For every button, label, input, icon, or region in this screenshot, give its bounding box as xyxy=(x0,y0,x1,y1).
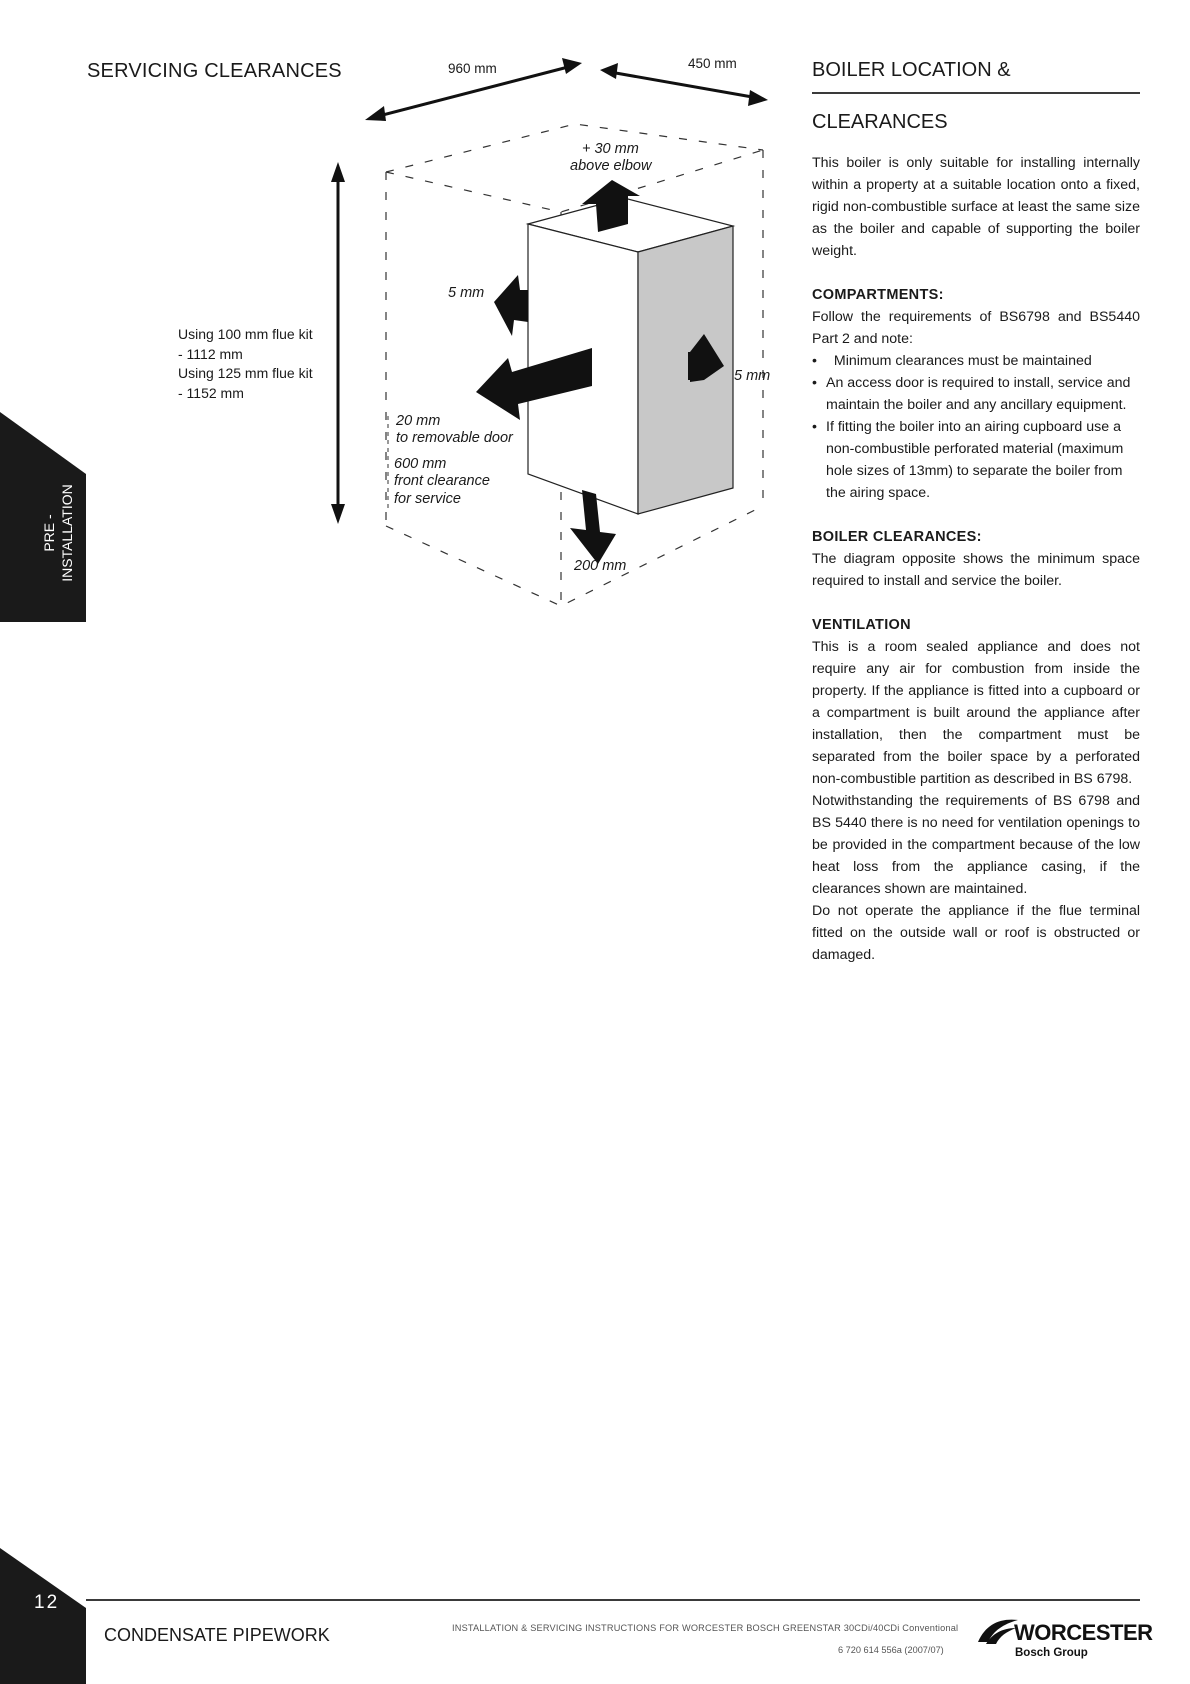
height-dimension-arrow xyxy=(331,162,345,524)
boiler-location-section xyxy=(812,58,1140,966)
width-label: 960 mm xyxy=(448,61,497,76)
flue-note-line: - 1112 mm xyxy=(178,345,243,362)
left-clearance-arrow xyxy=(494,275,528,336)
page-number-tab xyxy=(0,1548,86,1684)
side-tab-label xyxy=(28,480,88,585)
side-tab-line2: INSTALLATION xyxy=(59,483,75,582)
above-clearance-note: above elbow xyxy=(570,158,652,174)
ventilation-paragraph: Notwithstanding the requirements of BS 6798 and BS 5440 there is no need for ventilation openings to be provided in the compartment because of the low heat loss from the appliance casing, if the clearances shown are maintained. xyxy=(812,793,1140,897)
footer-document-code: 6 720 614 556a (2007/07) xyxy=(838,1645,944,1655)
right-clearance-label: 5 mm xyxy=(734,368,771,384)
door-clearance-note: to removable door xyxy=(396,430,513,446)
section-rule xyxy=(812,92,1140,94)
compartments-heading: COMPARTMENTS: xyxy=(812,287,944,303)
below-clearance-label: 200 mm xyxy=(574,558,627,574)
list-item: • An access door is required to install, service and maintain the boiler and any ancillary equipment. xyxy=(812,375,1131,413)
compartments-paragraph: Follow the requirements of BS6798 and BS5440 Part 2 and note: xyxy=(812,309,1140,347)
clearance-diagram xyxy=(0,0,800,620)
door-clearance-value: 20 mm xyxy=(396,413,441,429)
flue-note-line: Using 100 mm flue kit xyxy=(178,326,313,342)
ventilation-heading: VENTILATION xyxy=(812,617,911,633)
intro-paragraph: This boiler is only suitable for installing internally within a property at a suitable location onto a fixed, rigid non-combustible surface at least the same size as the boiler and capable of supporting the boiler weight. xyxy=(812,155,1140,259)
ventilation-paragraph: This is a room sealed appliance and does not require any air for combustion from inside the property. If the appliance is fitted into a cupboard or a compartment is built around the appliance after installation, then the compartment must be separated from the boiler space by a perforated non-combustible partition as described in BS 6798. xyxy=(812,639,1140,787)
above-clearance-value: + 30 mm xyxy=(582,141,639,157)
clearances-heading: BOILER CLEARANCES: xyxy=(812,529,982,545)
clearances-paragraph: The diagram opposite shows the minimum space required to install and service the boiler. xyxy=(812,551,1140,589)
diagram-title: SERVICING CLEARANCES xyxy=(87,60,342,82)
service-clearance-note2: for service xyxy=(394,491,461,507)
page-number: 12 xyxy=(34,1592,60,1613)
flue-note-line: - 1152 mm xyxy=(178,384,244,401)
side-tab-line1: PRE - xyxy=(41,513,57,552)
ventilation-paragraph: Do not operate the appliance if the flue terminal fitted on the outside wall or roof is obstructed or damaged. xyxy=(812,903,1140,963)
flue-note-line: Using 125 mm flue kit xyxy=(178,365,313,381)
flue-kit-notes xyxy=(178,325,313,403)
service-clearance-value: 600 mm xyxy=(394,456,447,472)
footer-rule xyxy=(86,1599,1140,1601)
depth-label: 450 mm xyxy=(688,56,737,71)
left-clearance-label: 5 mm xyxy=(448,285,485,301)
list-item: • If fitting the boiler into an airing cupboard use a non-combustible perforated material (maximum hole sizes of 13mm) to separate the boiler from the airing space. xyxy=(812,419,1124,501)
footer-document-title: INSTALLATION & SERVICING INSTRUCTIONS FOR WORCESTER BOSCH GREENSTAR 30CDi/40CDi Conventional xyxy=(452,1623,959,1633)
section-title: BOILER LOCATION & xyxy=(812,59,1011,81)
service-clearance-note1: front clearance xyxy=(394,473,490,489)
worcester-logo: WORCESTER xyxy=(1014,1620,1153,1645)
depth-dimension-arrow xyxy=(600,63,768,106)
list-item: • Minimum clearances must be maintained xyxy=(812,353,1092,369)
footer-section-name: CONDENSATE PIPEWORK xyxy=(104,1625,330,1645)
bosch-group-label: Bosch Group xyxy=(1015,1647,1088,1659)
section-title-line2: CLEARANCES xyxy=(812,111,948,133)
